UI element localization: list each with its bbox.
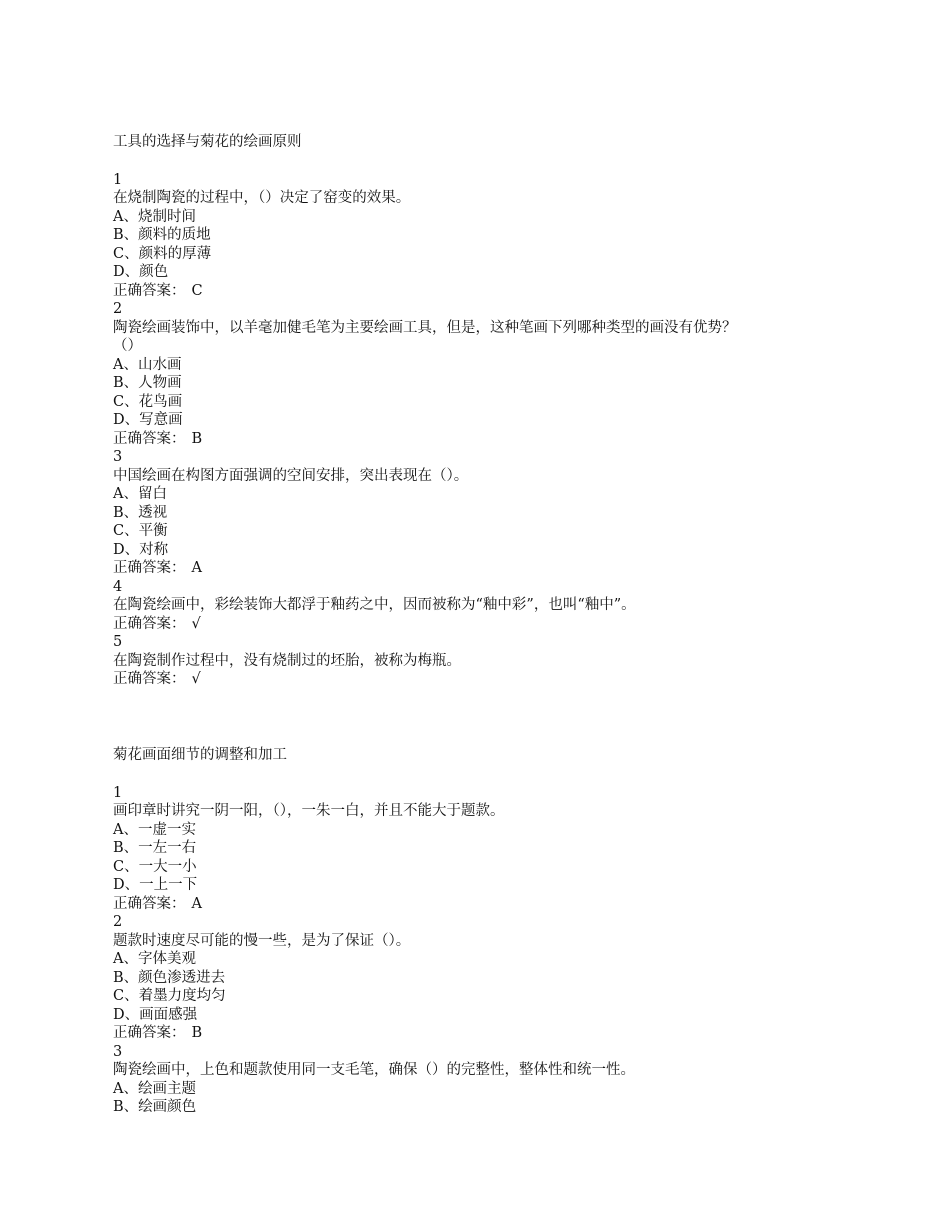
question-number: 3 <box>113 449 123 465</box>
option-b: B、一左一右 <box>113 840 197 856</box>
option-a: A、字体美观 <box>113 951 196 967</box>
question-number: 1 <box>113 172 123 188</box>
option-a: A、留白 <box>113 486 167 502</box>
correct-answer <box>113 559 202 578</box>
option-c: C、花鸟画 <box>113 394 183 410</box>
answer-label: 正确答案： <box>113 283 186 299</box>
answer-value: A <box>191 560 202 576</box>
correct-answer <box>113 615 201 634</box>
answer-value: C <box>191 283 203 299</box>
option-d: D、写意画 <box>113 412 183 428</box>
option-c: C、一大一小 <box>113 859 197 875</box>
correct-answer <box>113 1024 202 1043</box>
question-number: 2 <box>113 301 123 317</box>
answer-label: 正确答案： <box>113 431 186 447</box>
answer-value: √ <box>191 616 201 632</box>
option-b: B、人物画 <box>113 375 182 391</box>
question-text: 中国绘画在构图方面强调的空间安排，突出表现在（）。 <box>113 468 469 484</box>
option-a: A、山水画 <box>113 357 182 373</box>
option-d: D、画面感强 <box>113 1007 198 1023</box>
answer-label: 正确答案： <box>113 671 186 687</box>
option-a: A、一虚一实 <box>113 822 196 838</box>
answer-value: A <box>191 896 202 912</box>
option-b: B、颜料的质地 <box>113 227 211 243</box>
question-text: 题款时速度尽可能的慢一些，是为了保证（）。 <box>113 933 411 949</box>
option-b: B、颜色渗透进去 <box>113 970 226 986</box>
correct-answer <box>113 282 203 301</box>
question-text: 陶瓷绘画中，上色和题款使用同一支毛笔，确保（）的完整性，整体性和统一性。 <box>113 1062 635 1078</box>
answer-value: √ <box>191 671 201 687</box>
question-text-continued: （） <box>113 338 142 354</box>
question-number: 3 <box>113 1044 123 1060</box>
option-b: B、透视 <box>113 505 168 521</box>
option-b: B、绘画颜色 <box>113 1099 197 1115</box>
answer-label: 正确答案： <box>113 896 186 912</box>
question-text: 在陶瓷制作过程中，没有烧制过的坯胎，被称为梅瓶。 <box>113 653 461 669</box>
question-number: 5 <box>113 634 123 650</box>
question-number: 1 <box>113 785 123 801</box>
option-d: D、一上一下 <box>113 877 198 893</box>
question-text: 在陶瓷绘画中，彩绘装饰大都浮于釉药之中，因而被称为“釉中彩”，也叫“釉中”。 <box>113 597 636 613</box>
option-d: D、对称 <box>113 542 169 558</box>
question-number: 2 <box>113 914 123 930</box>
correct-answer <box>113 670 201 689</box>
option-c: C、颜料的厚薄 <box>113 246 212 262</box>
answer-value: B <box>191 1025 203 1041</box>
answer-value: B <box>191 431 203 447</box>
question-text: 画印章时讲究一阴一阳，（），一朱一白，并且不能大于题款。 <box>113 803 505 819</box>
option-d: D、颜色 <box>113 264 169 280</box>
option-c: C、着墨力度均匀 <box>113 988 226 1004</box>
question-text: 陶瓷绘画装饰中，以羊毫加健毛笔为主要绘画工具，但是，这种笔画下列哪种类型的画没有优势？ <box>113 320 737 336</box>
option-a: A、绘画主题 <box>113 1081 196 1097</box>
question-text: 在烧制陶瓷的过程中，（）决定了窑变的效果。 <box>113 190 411 206</box>
option-c: C、平衡 <box>113 523 168 539</box>
correct-answer <box>113 895 202 914</box>
answer-label: 正确答案： <box>113 560 186 576</box>
answer-label: 正确答案： <box>113 616 186 632</box>
question-number: 4 <box>113 579 123 595</box>
correct-answer <box>113 430 202 449</box>
section-title: 菊花画面细节的调整和加工 <box>113 747 287 763</box>
answer-label: 正确答案： <box>113 1025 186 1041</box>
option-a: A、烧制时间 <box>113 209 196 225</box>
section-title: 工具的选择与菊花的绘画原则 <box>113 134 302 150</box>
